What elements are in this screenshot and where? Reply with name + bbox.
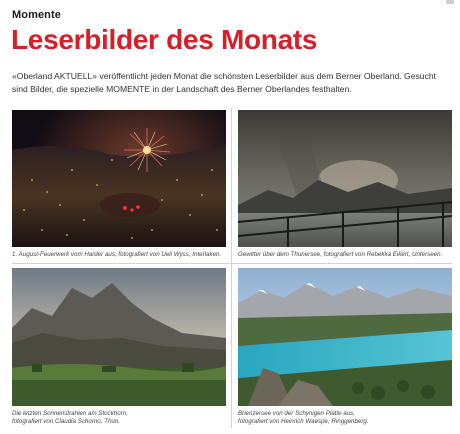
caption-line: fotografiert von Claudia Schorno, Thun. bbox=[12, 418, 121, 426]
intro-paragraph: «Oberland AKTUELL» veröffentlicht jeden Monat die schönsten Leserbilder aus dem Berner Oberland. Gesucht sind Bilder, die spezielle MOMENTE in der Landschaft des Berner Oberlandes festhalten. bbox=[12, 71, 437, 94]
section-label: Momente bbox=[12, 9, 61, 21]
row-divider bbox=[12, 263, 452, 264]
caption-line: fotografiert von Heinrich Waespe, Ringgenberg. bbox=[238, 418, 369, 426]
photo-fireworks bbox=[12, 110, 226, 247]
caption-line: Brienzersee von der Schynigen Platte aus, bbox=[238, 410, 355, 417]
photo-caption: 1. August-Feuerwerk vom Harder aus, fotografiert von Ueli Wyss, Interlaken. bbox=[12, 251, 222, 258]
column-divider bbox=[231, 108, 232, 428]
photo-caption bbox=[12, 410, 226, 427]
photo-brienzersee bbox=[238, 268, 452, 406]
photo-stockhorn bbox=[12, 268, 226, 406]
photo-caption: Gewitter über dem Thunersee, fotografiert von Rebekka Eikert, Unterseen. bbox=[238, 251, 443, 258]
photo-caption bbox=[238, 410, 452, 427]
page-title: Leserbilder des Monats bbox=[11, 24, 318, 55]
corner-mark bbox=[446, 0, 454, 4]
caption-line: Die letzten Sonnenstrahlen am Stockhorn, bbox=[12, 410, 128, 417]
photo-thunderstorm bbox=[238, 110, 452, 247]
